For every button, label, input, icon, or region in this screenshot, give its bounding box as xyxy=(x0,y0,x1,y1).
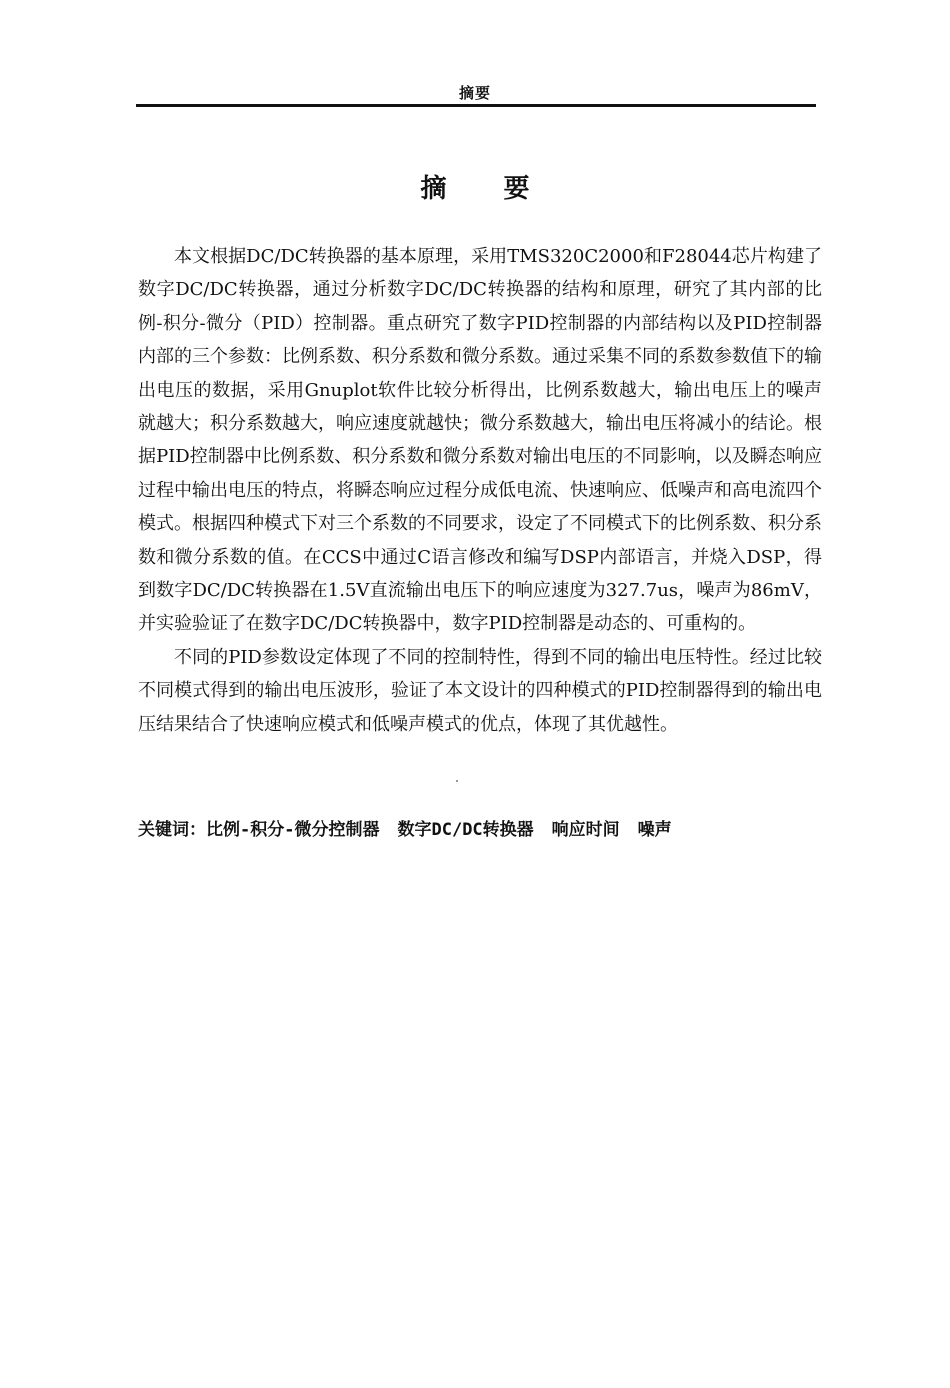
keywords-line xyxy=(138,814,822,846)
keywords-label: 关键词： xyxy=(138,820,206,840)
abstract-body xyxy=(138,240,822,741)
running-header: 摘要 xyxy=(458,84,491,102)
abstract-paragraph-1: 本文根据DC/DC转换器的基本原理，采用TMS320C2000和F28044芯片构建了数字DC/DC转换器，通过分析数字DC/DC转换器的结构和原理，研究了其内部的比例-积分-微分（PID）控制器。重点研究了数字PID控制器的内部结构以及PID控制器内部的三个参数：比例系数、积分系数和微分系数。通过采集不同的系数参数值下的输出电压的数据，采用Gnuplot软件比较分析得出，比例系数越大，输出电压上的噪声就越大；积分系数越大，响应速度就越快；微分系数越大，输出电压将减小的结论。根据PID控制器中比例系数、积分系数和微分系数对输出电压的不同影响，以及瞬态响应过程中输出电压的特点，将瞬态响应过程分成低电流、快速响应、低噪声和高电流四个模式。根据四种模式下对三个系数的不同要求，设定了不同模式下的比例系数、积分系数和微分系数的值。在CCS中通过C语言修改和编写DSP内部语言，并烧入DSP，得到数字DC/DC转换器在1.5V直流输出电压下的响应速度为327.7us，噪声为86mV，并实验验证了在数字DC/DC转换器中，数字PID控制器是动态的、可重构的。 xyxy=(138,246,822,635)
keyword-item: 比例-积分-微分控制器 xyxy=(206,820,380,840)
scan-speck xyxy=(456,780,458,782)
abstract-title: 摘 要 xyxy=(420,174,554,204)
keyword-item: 数字DC/DC转换器 xyxy=(397,820,534,840)
keyword-item: 响应时间 xyxy=(551,820,620,840)
keyword-item: 噪声 xyxy=(637,820,672,840)
abstract-paragraph-2: 不同的PID参数设定体现了不同的控制特性，得到不同的输出电压特性。经过比较不同模式得到的输出电压波形，验证了本文设计的四种模式的PID控制器得到的输出电压结果结合了快速响应模式和低噪声模式的优点，体现了其优越性。 xyxy=(138,646,822,735)
header-rule xyxy=(136,104,816,107)
